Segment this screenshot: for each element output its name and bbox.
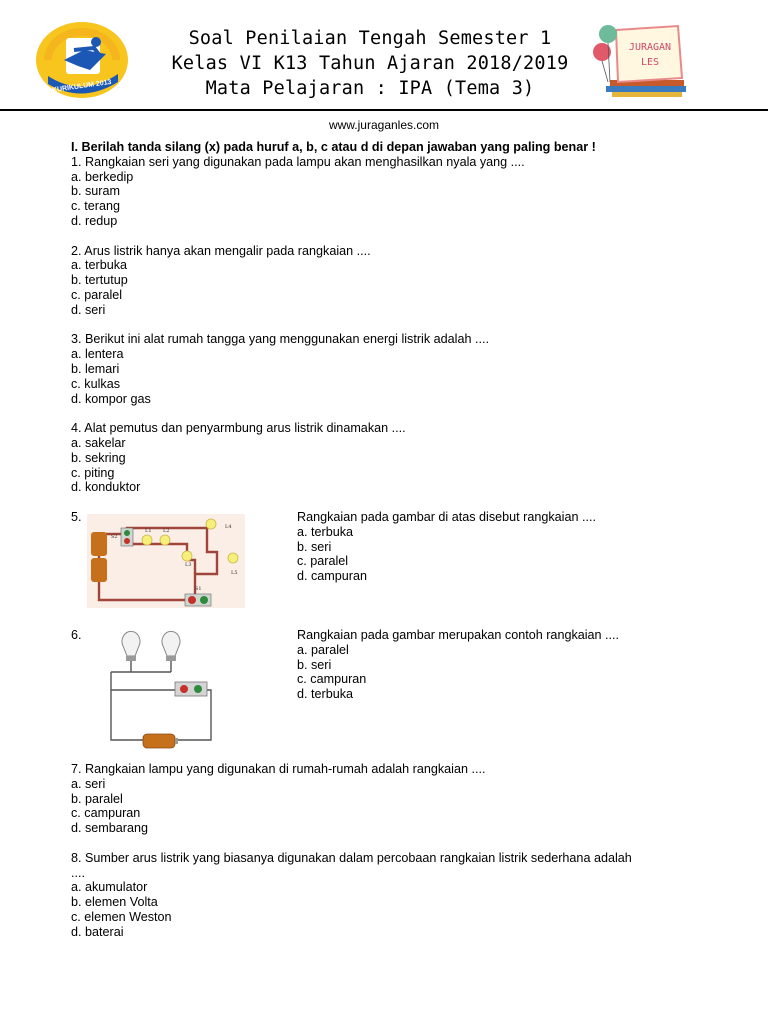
option-b: b. seri	[297, 657, 332, 672]
option-d: d. sembarang	[71, 821, 149, 836]
option-b: b. elemen Volta	[71, 895, 158, 910]
page-header	[0, 0, 768, 112]
logo-left-text: KURIKULUM 2013	[51, 78, 112, 95]
option-b: b. lemari	[71, 361, 120, 376]
option-a: a. lentera	[71, 347, 124, 362]
option-d: d. kompor gas	[71, 391, 151, 406]
figure-label-l3: L3	[185, 562, 192, 568]
title-line-2: Kelas VI K13 Tahun Ajaran 2018/2019	[171, 53, 569, 74]
logo-right-line-2: LES	[640, 57, 660, 68]
option-c: c. piting	[71, 465, 115, 480]
option-c: c. kulkas	[71, 376, 120, 391]
option-a: a. berkedip	[71, 169, 134, 184]
question-text: Rangkaian pada gambar merupakan contoh rangkaian ....	[297, 628, 620, 642]
option-b: b. tertutup	[71, 273, 128, 288]
question-list	[71, 140, 721, 495]
question-text-continued: ....	[71, 865, 85, 880]
question-number: 6.	[71, 628, 82, 642]
question-text: 2. Arus listrik hanya akan mengalir pada rangkaian ....	[71, 243, 371, 258]
question-5-options	[297, 510, 717, 584]
document-title	[150, 26, 590, 101]
option-d: d. baterai	[71, 924, 124, 939]
question-7	[71, 762, 721, 836]
option-a: a. sakelar	[71, 435, 126, 450]
option-b: b. seri	[297, 539, 332, 554]
option-b: b. sekring	[71, 450, 126, 465]
mixed-circuit-figure	[87, 514, 245, 608]
figure-label-s1: S1	[195, 586, 202, 592]
option-c: c. terang	[71, 199, 121, 214]
option-a: a. paralel	[297, 642, 349, 657]
option-d: d. campuran	[297, 569, 368, 584]
option-a: a. seri	[71, 776, 106, 791]
question-4	[71, 421, 721, 495]
option-c: c. paralel	[71, 287, 123, 302]
question-text: 1. Rangkaian seri yang digunakan pada lampu akan menghasilkan nyala yang ....	[71, 154, 525, 169]
figure-label-l5: L5	[231, 570, 238, 576]
question-text: Rangkaian pada gambar di atas disebut rangkaian ....	[297, 510, 596, 524]
option-a: a. terbuka	[71, 258, 128, 273]
option-b: b. paralel	[71, 791, 123, 806]
title-line-1: Soal Penilaian Tengah Semester 1	[188, 28, 552, 49]
figure-label-l1: L1	[145, 528, 152, 534]
title-line-3: Mata Pelajaran : IPA (Tema 3)	[205, 78, 535, 99]
figure-label-s2: S2	[111, 534, 118, 540]
instruction: I. Berilah tanda silang (x) pada huruf a, b, c atau d di depan jawaban yang paling benar !	[71, 140, 596, 154]
option-c: c. paralel	[297, 554, 349, 569]
question-text: 7. Rangkaian lampu yang digunakan di rumah-rumah adalah rangkaian ....	[71, 762, 486, 776]
kurikulum-2013-logo	[34, 20, 130, 102]
question-6-options	[297, 628, 717, 702]
logo-right-line-1: JURAGAN	[628, 42, 672, 53]
question-text: 8. Sumber arus listrik yang biasanya digunakan dalam percobaan rangkaian listrik sederhana adalah	[71, 850, 632, 865]
question-list-continued	[71, 762, 721, 940]
juragan-les-logo	[590, 22, 690, 98]
question-6	[71, 628, 721, 752]
figure-label-l2: L2	[163, 528, 170, 534]
question-1	[71, 155, 721, 229]
question-3	[71, 332, 721, 406]
website-url[interactable]: www.juraganles.com	[328, 118, 440, 132]
option-a: a. akumulator	[71, 880, 148, 895]
question-5	[71, 510, 721, 610]
option-d: d. redup	[71, 213, 118, 228]
option-c: c. elemen Weston	[71, 909, 172, 924]
question-text: 4. Alat pemutus dan penyarmbung arus listrik dinamakan ....	[71, 421, 406, 436]
figure-label-l4: L4	[225, 524, 232, 530]
option-a: a. terbuka	[297, 524, 354, 539]
option-b: b. suram	[71, 184, 120, 199]
question-8	[71, 851, 721, 940]
header-divider	[0, 109, 768, 111]
question-2	[71, 244, 721, 318]
option-d: d. seri	[71, 302, 106, 317]
option-c: c. campuran	[297, 672, 367, 687]
question-number: 5.	[71, 510, 82, 524]
option-d: d. konduktor	[71, 480, 141, 495]
series-circuit-figure	[105, 630, 217, 754]
option-d: d. terbuka	[297, 687, 354, 702]
option-c: c. campuran	[71, 806, 141, 821]
question-text: 3. Berikut ini alat rumah tangga yang menggunakan energi listrik adalah ....	[71, 332, 489, 347]
